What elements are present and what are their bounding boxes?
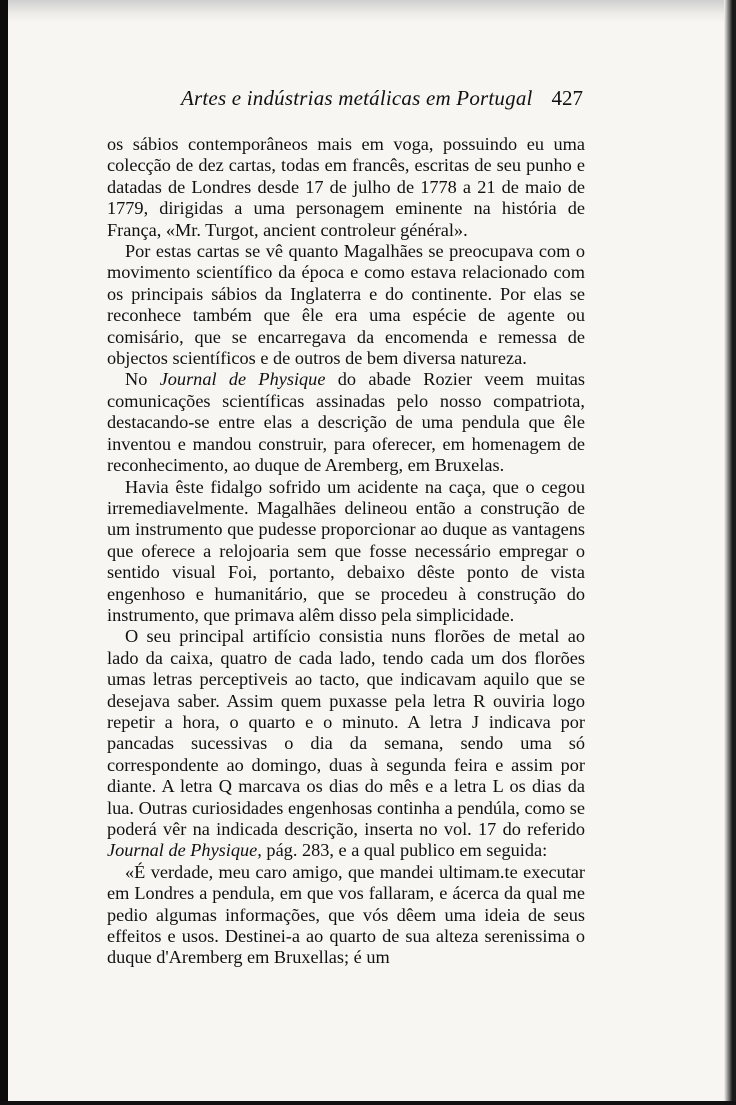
paragraph: [107, 477, 585, 627]
journal-title: Journal de Physique: [159, 369, 326, 390]
text-run: do abade Rozier veem muitas comunicações scientíficas assinadas pelo nosso compatriota, destacando-se entre elas a descrição de uma pendula que êle inventou e mandou construir, para oferecer, em homenagem de reconhecimento, ao duque de Aremberg, em Bruxelas.: [107, 369, 586, 476]
text-run: No: [125, 369, 160, 390]
text-run: pág. 283, e a qual publico em seguida:: [261, 840, 548, 861]
page-number: 427: [551, 86, 583, 110]
paragraph: [107, 369, 585, 476]
text-run: Havia êste fidalgo sofrido um acidente na caça, que o cegou irremediavelmente. Magalhães delineou então a construção de um instrumento que pudesse proporcionar ao duque as vantagens que oferece a relojoaria sem que fosse necessário empregar o sentido visual Foi, portanto, debaixo dêste ponto de vista engenhoso e humanitário, que se procedeu à construção do instrumento, que primava alêm disso pela simplicidade.: [107, 476, 585, 625]
paragraph: [107, 241, 585, 369]
text-run: Por estas cartas se vê quanto Magalhães se preocupava com o movimento scientífico da época e como estava relacionado com os principais sábios da Inglaterra e do continente. Por elas se reconhece também que êle era uma espécie de agente ou comisário, que se encarregava da encomenda e remessa de objectos scientíficos e de outros de bem diversa natureza.: [107, 241, 585, 369]
running-title: Artes e indústrias metálicas em Portugal: [181, 86, 533, 110]
journal-title: Journal de Physique,: [107, 840, 262, 861]
paragraph: [107, 134, 585, 241]
text-run: os sábios contemporâneos mais em voga, possuindo eu uma colecção de dez cartas, todas em francês, escritas de seu punho e datadas de Londres desde 17 de julho de 1778 a 21 de maio de 1779, dirigidas a uma personagem eminente na história de França, «Mr. Turgot, ancient controleur général».: [107, 134, 585, 240]
scan-bottom-border: [0, 1101, 736, 1105]
text-run: «É verdade, meu caro amigo, que mandei ultimam.te executar em Londres a pendula, em que vos fallaram, e ácerca da qual me pedio algumas informações, que vós dêem uma ideia de seus effeitos e usos. Destinei-a ao quarto de sua alteza serenissima o duque d'Aremberg em Bruxellas; é um: [107, 861, 585, 968]
scan-left-border: [0, 0, 8, 1105]
scan-right-border: [724, 0, 736, 1105]
running-header: [107, 86, 583, 118]
paragraph: [107, 626, 585, 861]
paragraph: [107, 862, 585, 969]
text-run: O seu principal artifício consistia nuns florões de metal ao lado da caixa, quatro de cada lado, tendo cada um dos florões umas letras perceptiveis ao tacto, que indicavam aquilo que se desejava saber. Assim quem puxasse pela letra R ouviria logo repetir a hora, o quarto e o minuto. A letra J indicava por pancadas sucessivas o dia da semana, sendo uma só correspondente ao domingo, duas à segunda feira e assim por diante. A letra Q marcava os dias do mês e a letra L os dias da lua. Outras curiosidades engenhosas continha a pendúla, como se poderá vêr na indicada descrição, inserta no vol. 17 do referido: [107, 626, 585, 839]
scan-top-shadow: [0, 0, 736, 22]
body-text: [107, 134, 585, 969]
